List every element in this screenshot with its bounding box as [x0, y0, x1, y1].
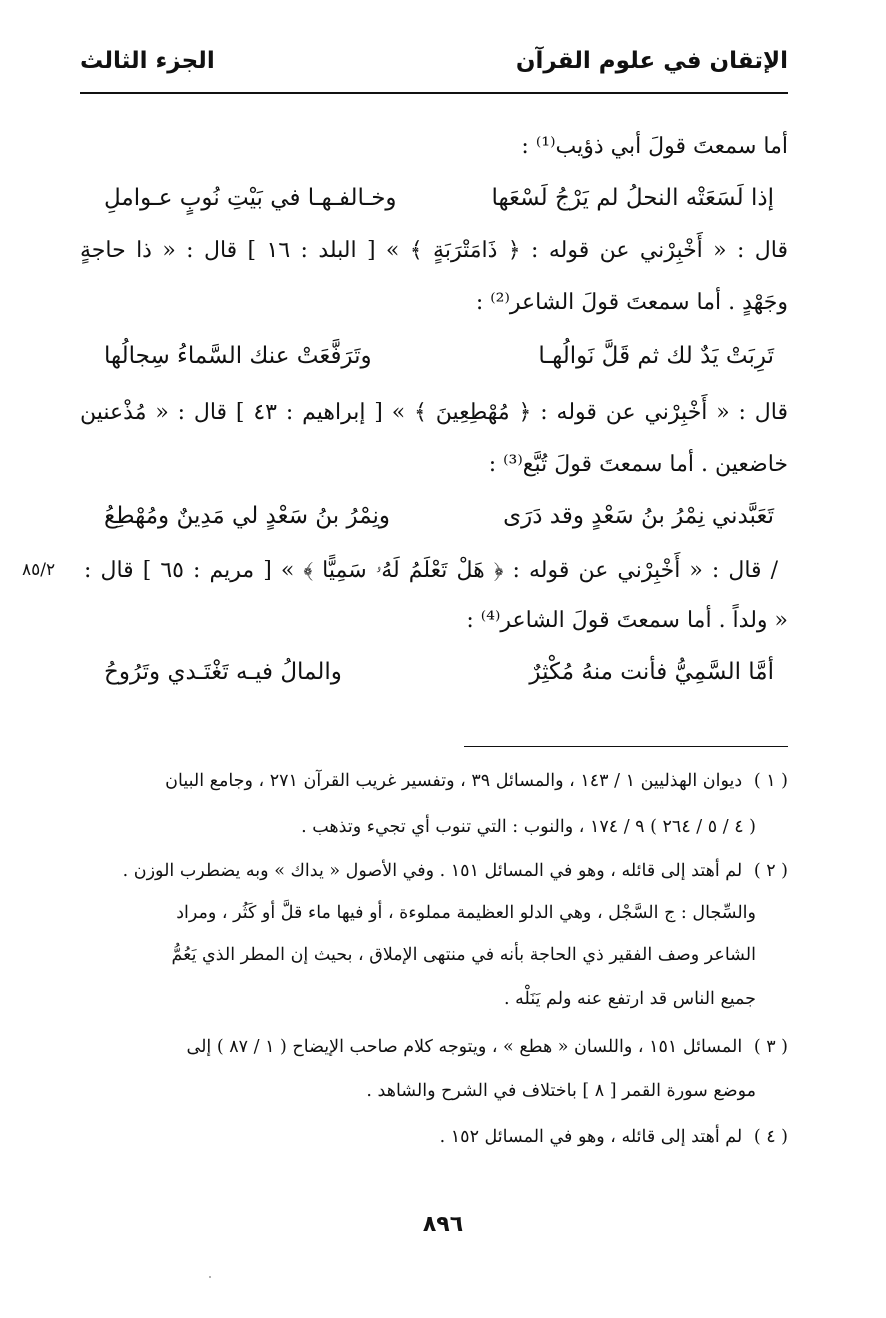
book-title: الإتقان في علوم القرآن: [515, 48, 788, 74]
body-line-3: وجَهْدٍ . أما سمعتَ قولَ الشاعر⁽²⁾ :: [475, 290, 788, 315]
footnote-3-line-2: موضع سورة القمر [ ٨ ] باختلاف في الشرح والشاهد .: [366, 1081, 756, 1101]
footnote-1-line-2: ( ٤ / ٥ / ٢٦٤ ) ٩ / ١٧٤ ، والنوب : التي تنوب أي تجيء وتذهب .: [301, 817, 756, 837]
footnote-2-line-2: والسِّجال : ج السَّجْل ، وهي الدلو العظيمة مملوءة ، أو فيها ماء قلَّ أو كَثُر ، ومراد: [176, 903, 756, 923]
verse-3-first-hemistich: تَعَبَّدني نِمْرُ بنُ سَعْدٍ وقد دَرَى: [503, 503, 774, 529]
verse-2-first-hemistich: تَرِبَتْ يَدٌ لك ثم قَلَّ نَوالُهـا: [538, 343, 774, 369]
footnote-3-text: المسائل ١٥١ ، واللسان « هطع » ، ويتوجه كلام صاحب الإيضاح ( ١ / ٨٧ ) إلى: [186, 1037, 743, 1057]
footnote-3-line-1: [80, 1032, 788, 1062]
verse-1-second-hemistich: وخـالفـهـا في بَيْتِ نُوبٍ عـواملِ: [104, 185, 397, 211]
footnote-1-text: ديوان الهذليين ١ / ١٤٣ ، والمسائل ٣٩ ، وتفسير غريب القرآن ٢٧١ ، وجامع البيان: [165, 771, 743, 791]
footnote-1-line-1: [80, 766, 788, 796]
footnote-2-line-4: جميع الناس قد ارتفع عنه ولم يَنَلْه .: [504, 989, 756, 1009]
page-number: ٨٩٦: [422, 1212, 464, 1237]
footnote-1-number: ( ١ ): [753, 771, 788, 791]
verse-4-second-hemistich: والمالُ فيـه تَغْتَـدي وتَرُوحُ: [104, 659, 342, 685]
footnote-4-number: ( ٤ ): [753, 1127, 788, 1147]
header-divider: [80, 92, 788, 94]
margin-page-reference: ٨٥/٢: [22, 560, 56, 580]
footnote-2-line-3: الشاعر وصف الفقير ذي الحاجة بأنه في منتهى الإملاق ، بحيث إن المطر الذي يَعُمُّ: [171, 945, 756, 965]
footnote-2-text: لم أهتد إلى قائله ، وهو في المسائل ١٥١ . وفي الأصول « يداك » وبه يضطرب الوزن .: [122, 861, 743, 881]
body-line-5: خاضعين . أما سمعتَ قولَ تُبَّع⁽³⁾ :: [488, 452, 788, 477]
verse-1-first-hemistich: إذا لَسَعَتْه النحلُ لم يَرْجُ لَسْعَها: [491, 185, 774, 211]
footnote-3-number: ( ٣ ): [753, 1037, 788, 1057]
footnote-4-line-1: [80, 1122, 788, 1152]
body-line-7: « ولداً . أما سمعتَ قولَ الشاعر⁽⁴⁾ :: [466, 608, 788, 633]
body-line-2: قال : « أَخْبِرْني عن قوله : ﴿ ذَامَتْرَبَةٍ ﴾ » [ البلد : ١٦ ] قال : « ذا حاجةٍ: [80, 238, 788, 263]
body-line-1: أما سمعتَ قولَ أبي ذؤيب⁽¹⁾ :: [521, 134, 788, 159]
footnote-4-text: لم أهتد إلى قائله ، وهو في المسائل ١٥٢ .: [439, 1127, 743, 1147]
footnote-2-number: ( ٢ ): [753, 861, 788, 881]
part-label: الجزء الثالث: [80, 48, 215, 74]
body-line-6: / قال : « أَخْبِرْني عن قوله : ﴿ هَلْ تَعْلَمُ لَهُۥ سَمِيًّا ﴾ » [ مريم : ٦٥ ] قال :: [84, 558, 778, 583]
verse-3-second-hemistich: ونِمْرُ بنُ سَعْدٍ لي مَدِينٌ ومُهْطِعُ: [104, 503, 391, 529]
footnote-divider: [464, 746, 788, 747]
verse-2-second-hemistich: وتَرَفَّعَتْ عنك السَّماءُ سِجالُها: [104, 343, 372, 369]
scan-speck: [209, 1276, 211, 1278]
verse-4-first-hemistich: أمَّا السَّمِيُّ فأنت منهُ مُكْثِرٌ: [529, 659, 774, 685]
body-line-4: قال : « أَخْبِرْني عن قوله : ﴿ مُهْطِعِينَ ﴾ » [ إبراهيم : ٤٣ ] قال : « مُذْعنين: [80, 400, 789, 425]
footnote-2-line-1: [80, 856, 788, 886]
